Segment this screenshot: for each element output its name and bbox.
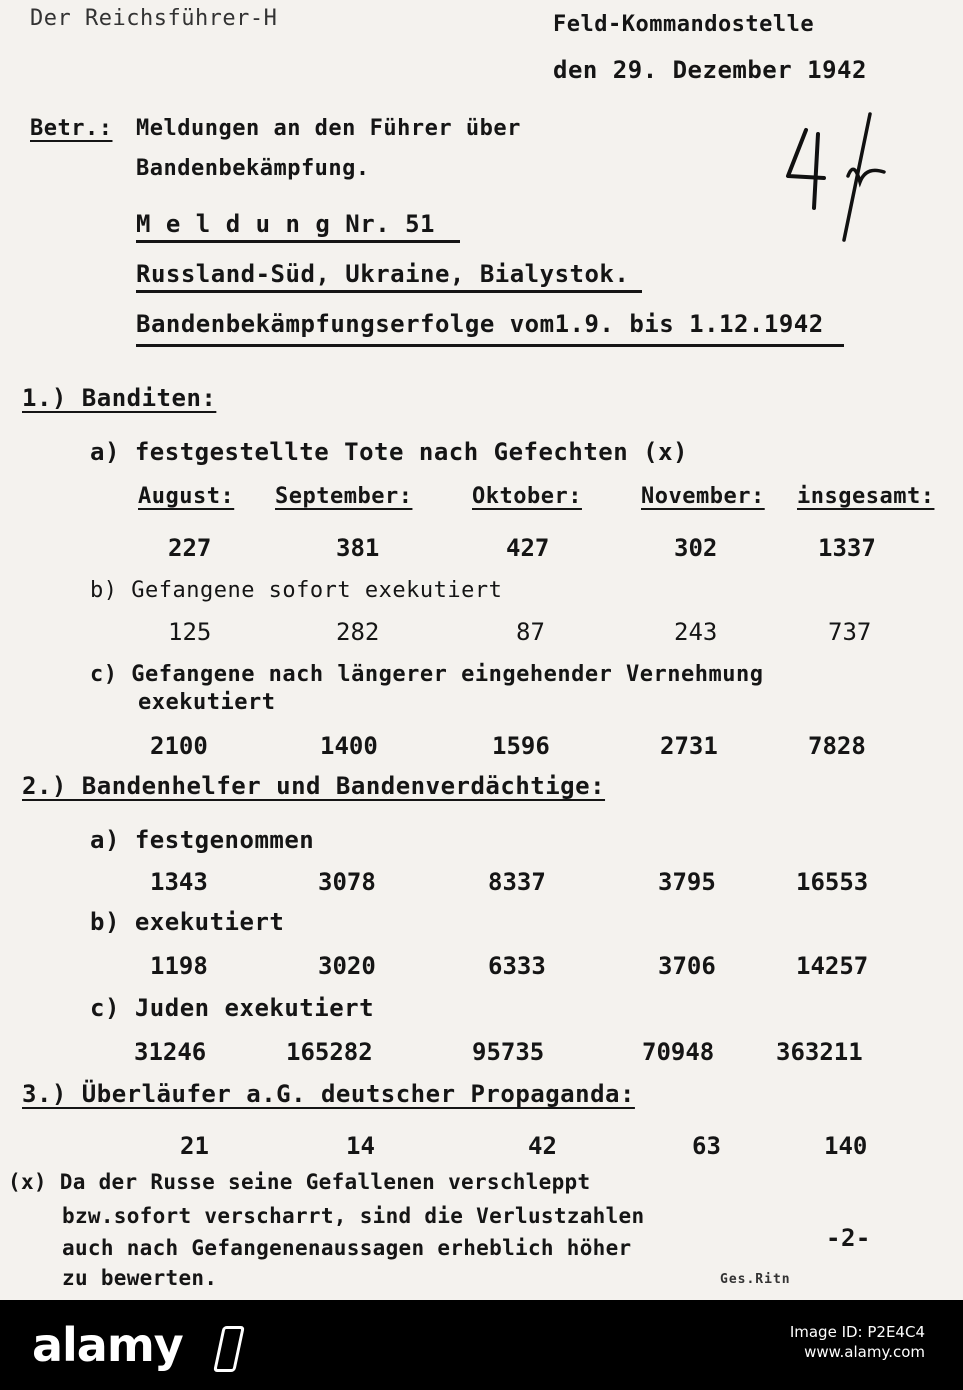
office-stamp: Ges.Ritn [720, 1272, 791, 1287]
value-cell: 14257 [796, 952, 869, 980]
month-header-oktober: Oktober: [472, 484, 582, 509]
section-2a-label: a) festgenommen [90, 826, 315, 854]
value-cell: 1198 [150, 952, 208, 980]
value-cell: 3795 [658, 868, 716, 896]
subject-line-2: Bandenbekämpfung. [136, 156, 370, 181]
region-underline [136, 290, 642, 293]
section-2c-label: c) Juden exekutiert [90, 994, 375, 1022]
value-cell: 2731 [660, 732, 718, 760]
value-cell: 16553 [796, 868, 869, 896]
report-number-underline [136, 240, 460, 243]
value-cell: 8337 [488, 868, 546, 896]
value-cell: 381 [336, 534, 380, 562]
value-cell: 3706 [658, 952, 716, 980]
section-1c-label-continued: exekutiert [138, 690, 276, 715]
value-cell: 302 [674, 534, 718, 562]
value-cell: 427 [506, 534, 550, 562]
period-underline [136, 344, 844, 347]
date-line: den 29. Dezember 1942 [553, 56, 867, 84]
alamy-logo-mark-icon [213, 1326, 245, 1372]
value-cell: 2100 [150, 732, 208, 760]
section-1c-label: c) Gefangene nach längerer eingehender Vernehmung [90, 662, 764, 687]
value-cell: 63 [692, 1132, 721, 1160]
value-cell: 1337 [818, 534, 876, 562]
value-cell: 42 [528, 1132, 557, 1160]
value-cell: 6333 [488, 952, 546, 980]
section-2-title: 2.) Bandenhelfer und Bandenverdächtige: [22, 772, 606, 800]
value-cell: 14 [346, 1132, 375, 1160]
location-line: Feld-Kommandostelle [553, 12, 815, 37]
period-line: Bandenbekämpfungserfolge vom1.9. bis 1.12.1942 [136, 310, 824, 338]
value-cell: 1343 [150, 868, 208, 896]
site-url: www.alamy.com [804, 1343, 925, 1362]
footnote-line-4: zu bewerten. [62, 1266, 218, 1290]
subject-label: Betr.: [30, 116, 113, 141]
section-1a-label: a) festgestellte Tote nach Gefechten (x) [90, 438, 688, 466]
alamy-logo: alamy [32, 1318, 183, 1372]
image-id: Image ID: P2E4C4 [789, 1323, 925, 1341]
value-cell: 363211 [776, 1038, 863, 1066]
value-cell: 243 [674, 618, 718, 646]
section-1-title: 1.) Banditen: [22, 384, 217, 412]
image-id-block [790, 1322, 925, 1363]
sender-line: Der Reichsführer-H [30, 6, 278, 31]
value-cell: 1596 [492, 732, 550, 760]
section-1b-label: b) Gefangene sofort exekutiert [90, 578, 503, 603]
value-cell: 165282 [286, 1038, 373, 1066]
footnote-line-2: bzw.sofort verscharrt, sind die Verlustzahlen [62, 1204, 645, 1228]
handwritten-signature [780, 112, 900, 242]
value-cell: 87 [516, 618, 545, 646]
value-cell: 227 [168, 534, 212, 562]
month-header-november: November: [641, 484, 765, 509]
value-cell: 3078 [318, 868, 376, 896]
footnote-line-1: (x) Da der Russe seine Gefallenen verschleppt [8, 1170, 591, 1194]
subject-line-1: Meldungen an den Führer über [136, 116, 521, 141]
value-cell: 140 [824, 1132, 868, 1160]
value-cell: 70948 [642, 1038, 715, 1066]
footnote-line-3: auch nach Gefangenenaussagen erheblich höher [62, 1236, 632, 1260]
value-cell: 737 [828, 618, 872, 646]
value-cell: 125 [168, 618, 212, 646]
month-header-september: September: [275, 484, 413, 509]
value-cell: 31246 [134, 1038, 207, 1066]
section-3-title: 3.) Überläufer a.G. deutscher Propaganda: [22, 1080, 635, 1108]
value-cell: 21 [180, 1132, 209, 1160]
value-cell: 95735 [472, 1038, 545, 1066]
value-cell: 7828 [808, 732, 866, 760]
value-cell: 3020 [318, 952, 376, 980]
watermark-bar [0, 1300, 963, 1390]
page-marker: -2- [826, 1224, 871, 1252]
month-header-august: August: [138, 484, 235, 509]
region-line: Russland-Süd, Ukraine, Bialystok. [136, 260, 630, 288]
value-cell: 1400 [320, 732, 378, 760]
section-2b-label: b) exekutiert [90, 908, 285, 936]
report-number: M e l d u n g Nr. 51 [136, 210, 435, 238]
value-cell: 282 [336, 618, 380, 646]
month-header-total: insgesamt: [797, 484, 935, 509]
